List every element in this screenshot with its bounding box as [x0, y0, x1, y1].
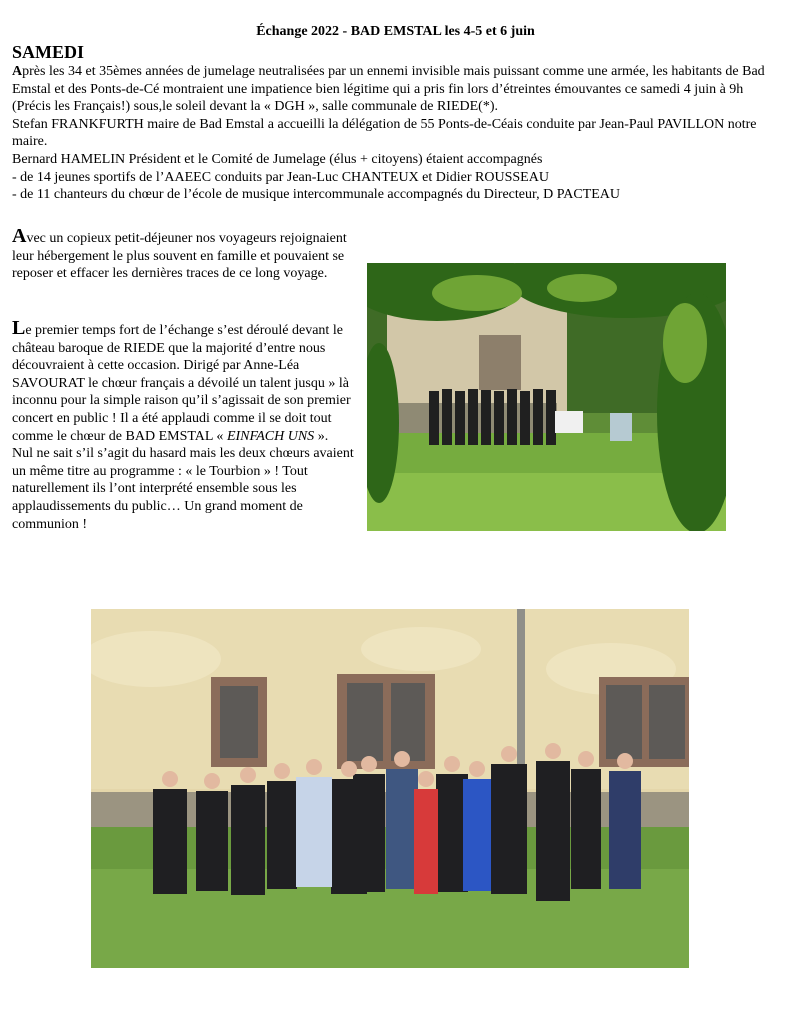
choir-concert-photo: [367, 263, 726, 531]
drop-initial: L: [12, 317, 26, 339]
breakfast-paragraph: [12, 226, 367, 283]
intro-text: près les 34 et 35èmes années de jumelage neutralisées par un ennemi invisible mais puissant comme une armée, les habitants de Bad Emstal et des Ponts-de-Cé montraient une impatience bien légitime qui a pris fin lors d’étreintes émouvantes ce samedi 4 juin à 9h (Précis les Français!) sous,le soleil devant la « DGH », salle communale de RIEDE(*).: [12, 64, 765, 115]
concert-paragraph-2: Nul ne sait s’il s’agit du hasard mais les deux chœurs avaient un même titre au programme : « le Tourbion » ! Tout naturellement ils l’ont interprété ensemble sous les applaudissements du public… Un grand moment de communion !: [12, 446, 354, 532]
group-photo: [91, 609, 689, 968]
intro-block: [12, 63, 782, 204]
concert-text-end: ».: [314, 428, 329, 444]
concert-paragraphs: [12, 318, 367, 533]
page-title: Échange 2022 - BAD EMSTAL les 4-5 et 6 juin: [256, 24, 535, 39]
intro-paragraph-4: - de 14 jeunes sportifs de l’AAEEC conduits par Jean-Luc CHANTEUX et Didier ROUSSEAU: [12, 169, 549, 185]
concert-paragraph-1: [12, 318, 367, 445]
concert-text: e premier temps fort de l’échange s’est déroulé devant le château baroque de RIEDE que la majorité d’entre nous découvraient à cette occasion. Dirigé par Anne-Léa SAVOURAT le chœur français a dévoilé un talent jusqu » là inconnu pour la simple raison qu’il s’agissait de son premier concert en public ! Il a été applaudi comme il se doit tout comme le chœur de BAD EMSTAL «: [12, 323, 351, 444]
section-title: SAMEDI: [12, 42, 85, 62]
intro-paragraph-1: [12, 63, 782, 116]
intro-paragraph-3: Bernard HAMELIN Président et le Comité de Jumelage (élus + citoyens) étaient accompagnés: [12, 151, 543, 167]
intro-paragraph-2: Stefan FRANKFURTH maire de Bad Emstal a accueilli la délégation de 55 Ponts-de-Céais conduite par Jean-Paul PAVILLON notre maire.: [12, 116, 757, 150]
breakfast-text: vec un copieux petit-déjeuner nos voyageurs rejoignaient leur hébergement le plus souvent en famille et pouvaient se reposer et effacer les dernières traces de ce long voyage.: [12, 231, 347, 282]
choir-name: EINFACH UNS: [226, 428, 315, 444]
intro-paragraph-5: - de 11 chanteurs du chœur de l’école de musique intercommunale accompagnés du Directeur, D PACTEAU: [12, 187, 620, 203]
drop-initial: A: [12, 64, 23, 79]
drop-initial: A: [12, 225, 27, 247]
